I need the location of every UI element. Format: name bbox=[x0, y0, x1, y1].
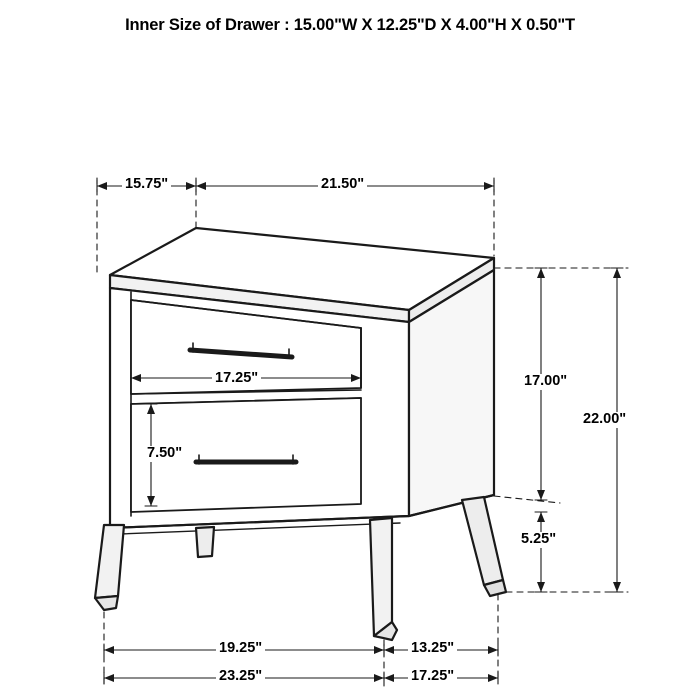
dim-side-leg-span: 13.25" bbox=[408, 641, 457, 657]
dim-lower-drawer-height: 7.50" bbox=[144, 446, 185, 462]
page-title: Inner Size of Drawer : 15.00"W X 12.25"D X 4.00"H X 0.50"T bbox=[125, 16, 575, 34]
dim-leg-height: 5.25" bbox=[518, 532, 559, 548]
dim-overall-side-depth: 17.25" bbox=[408, 669, 457, 685]
leg-front-right bbox=[370, 518, 397, 640]
dim-front-leg-span: 19.25" bbox=[216, 641, 265, 657]
dim-upper-drawer-width: 17.25" bbox=[212, 371, 261, 387]
leg-front-left bbox=[95, 525, 124, 610]
dim-overall-front-width: 23.25" bbox=[216, 669, 265, 685]
leg-back-right bbox=[462, 497, 506, 596]
dim-case-height: 17.00" bbox=[521, 374, 570, 390]
dim-top-width: 21.50" bbox=[318, 177, 367, 193]
dim-overall-height: 22.00" bbox=[580, 412, 629, 428]
dim-top-left-depth: 15.75" bbox=[122, 177, 171, 193]
leg-back-left bbox=[196, 527, 214, 557]
